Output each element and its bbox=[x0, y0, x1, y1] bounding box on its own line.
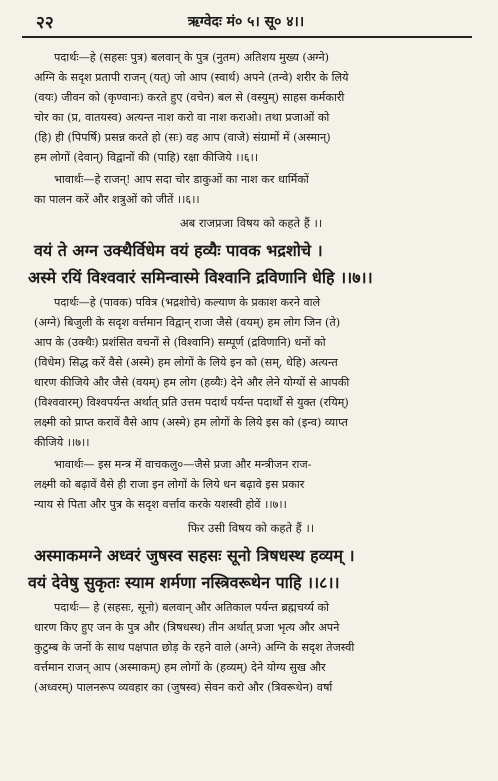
paragraph-line: अग्नि के सदृश प्रतापी राजन् (यत्) जो आप (स्वार्थ) अपने (तन्वे) शरीर के लिये bbox=[34, 71, 349, 84]
paragraph-line: कुटुम्ब के जनों के साथ पक्षपात छोड़ के रहने वाले (अग्ने) अग्नि के सदृश तेजस्वी bbox=[34, 641, 355, 654]
paragraph-first-line: भावार्थः—हे राजन्! आप सदा चोर डाकुओं का नाश कर धार्मिकों bbox=[54, 173, 309, 186]
section-heading: अब राजप्रजा विषय को कहते हैं ।। bbox=[179, 216, 323, 230]
paragraph-line: (विधेम) सिद्ध करें वैसे (अस्मे) हम लोगों के लिये इन को (सम्, धेहि) अत्यन्त bbox=[34, 356, 338, 369]
header-rule bbox=[22, 36, 472, 38]
paragraph-line: (हि) ही (पिपर्षि) प्रसन्न करते हो (सः) वह आप (वाजे) संग्रामों में (अस्मान्) bbox=[34, 131, 331, 144]
paragraph-line: धारण कीजिये और जैसे (वयम्) हम लोग (हव्यैः) देने और लेने योग्यों से आपकी bbox=[34, 376, 350, 389]
section-heading: फिर उसी विषय को कहते हैं ।। bbox=[187, 521, 315, 535]
paragraph-line: (विश्ववारम्) विश्वपर्यन्त अर्थात् प्रति उत्तम पदार्थ पर्यन्त पदार्थों से युक्त (रयिम्) bbox=[34, 396, 349, 409]
running-title: ऋग्वेदः मं० ५। सू० ४।। bbox=[187, 14, 305, 30]
paragraph-line: हम लोगों (देवान्) विद्वानों की (पाहि) रक्षा कीजिये ।।६।। bbox=[34, 151, 259, 164]
page-body bbox=[28, 48, 468, 700]
paragraph-first-line: पदार्थः—हे (सहसः पुत्र) बलवान् के पुत्र (नुतम) अतिशय मुख्य (अग्ने) bbox=[54, 51, 330, 64]
mantra-verse-line: वयं देवेषु सुकृतः स्याम शर्मणा नस्त्रिवरूथेन पाहि ।।८।। bbox=[28, 573, 340, 592]
paragraph-line: लक्ष्मी को प्राप्त करावें वैसे आप (अस्मे) हम लोगों के लिये इस को (इन्व) व्याप्त bbox=[34, 416, 348, 429]
page-number: २२ bbox=[36, 13, 54, 33]
page-header bbox=[24, 10, 468, 32]
paragraph-line: लक्ष्मी को बढ़ावें वैसे ही राजा इन लोगों के लिये धन बढ़ावे इस प्रकार bbox=[34, 478, 305, 491]
paragraph-line: न्याय से पिता और पुत्र के सदृश वर्त्ताव करके यशस्वी होवें ।।७।। bbox=[34, 498, 287, 511]
paragraph-line: कीजिये ।।७।। bbox=[34, 436, 90, 449]
paragraph-line: का पालन करें और शत्रुओं को जीतें ।।६।। bbox=[34, 193, 200, 206]
paragraph-line: वर्त्तमान राजन् आप (अस्माकम्) हम लोगों के (हव्यम्) देने योग्य सुख और bbox=[34, 661, 326, 674]
paragraph-line: चोर का (प्र, वातयस्व) अत्यन्त नाश करो वा नाश कराओ। तथा प्रजाओं को bbox=[34, 111, 330, 124]
paragraph-line: (अध्वरम्) पालनरूप व्यवहार का (जुषस्व) सेवन करो और (त्रिवरूथेन) वर्षा bbox=[34, 681, 333, 694]
paragraph-line: (वयः) जीवन को (कृण्वानः) करते हुए (वचेन) बल से (वस्युम्) साहस कर्मकारी bbox=[34, 91, 345, 104]
paragraph-first-line: पदार्थः— हे (सहसः, सूनो) बलवान् और अतिकाल पर्यन्त ब्रह्मचर्य्य को bbox=[54, 601, 330, 614]
mantra-verse-line: अस्माकमग्ने अध्वरं जुषस्व सहसः सूनो त्रिषधस्थ हव्यम् । bbox=[34, 546, 355, 565]
paragraph-line: धारण किए हुए जन के पुत्र और (त्रिषधस्थ) तीन अर्थात् प्रजा भृत्य और अपने bbox=[34, 621, 340, 634]
paragraph-first-line: भावार्थः— इस मन्त्र में वाचकलु०—जैसे प्रजा और मन्त्रीजन राज- bbox=[54, 458, 312, 471]
paragraph-line: (अग्ने) बिजुली के सदृश वर्त्तमान विद्वान् राजा जैसे (वयम्) हम लोग जिन (ते) bbox=[34, 316, 341, 329]
paragraph-line: आप के (उक्थैः) प्रशंसित वचनों से (विश्वानि) सम्पूर्ण (द्रविणानि) धनों को bbox=[34, 336, 326, 349]
paragraph-first-line: पदार्थः—हे (पावक) पवित्र (भद्रशोचे) कल्याण के प्रकाश करने वाले bbox=[54, 296, 321, 309]
mantra-verse-line: वयं ते अग्न उक्थैर्विधेम वयं हव्यैः पावक भद्रशोचे । bbox=[34, 241, 323, 260]
mantra-verse-line: अस्मे रयिं विश्ववारं समिन्वास्मे विश्वानि द्रविणानि धेहि ।।७।। bbox=[28, 268, 373, 287]
